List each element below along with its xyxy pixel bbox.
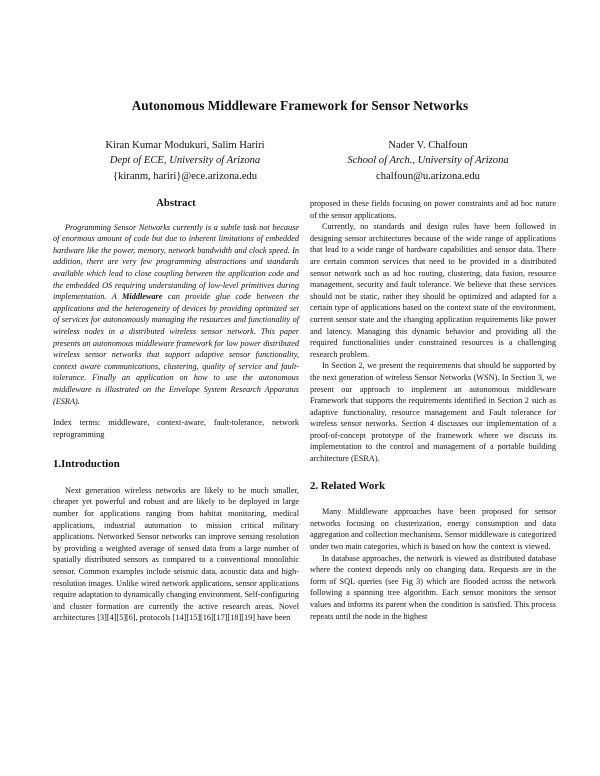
abstract-text-part1: Programming Sensor Networks currently is a subtle task not because of enormous amount of code but due to inherent limitations of embedded hardware like the power, memory, network bandwidth and clock speed. In addition, there are very few programming abstractions and standards available which lead to close coupling between the application code and the embedded OS requiring understanding of low-level primitives during implementation. A <box>53 222 299 302</box>
index-terms: Index terms: middleware, context-aware, fault-tolerance, network reprogramming <box>53 418 299 439</box>
author-email: {kiranm, hariri}@ece.arizona.edu <box>112 170 258 182</box>
section-heading-introduction: 1.Introduction <box>53 458 120 471</box>
abstract-heading: Abstract <box>156 198 196 209</box>
author-block-right <box>298 138 558 184</box>
body-paragraph: In Section 2, we present the requirements that should be supported by the next generation of wireless Sensor Networks (WSN). In Section 3, we present our approach to implement an autonomous middleware Framework that supports the requirements identified in Section 2 such as adaptive functionality, resource management and Fault tolerance for wireless sensor networks. Section 4 discusses our implementation of a proof-of-concept prototype of the framework where we discuss its implementation to the control and management of a portable building architecture (ESRA). <box>310 361 556 464</box>
author-affiliation: School of Arch., University of Arizona <box>347 155 509 167</box>
author-names: Kiran Kumar Modukuri, Salim Hariri <box>105 140 265 151</box>
introduction-paragraph: Next generation wireless networks are likely to be much smaller, cheaper yet powerful and robust and are likely to be deployed in large number for applications ranging from habitat monitoring, medical applications, industrial automation to mission critical military applications. Networked Sensor networks can improve sensing resolution by providing a weighted average of sensed data from a large number of spatially distributed sensors as compared to a conventional monolithic sensor. Common examples include seismic data, acoustic data and high-resolution images. Unlike wired network applications, sensor applications require adaptation to dynamically changing environment. Self-configuring and cluster formation are currently the active research areas. Novel architectures [3][4][5][6], protocols [14][15][16][17][18][19] have been <box>53 485 299 623</box>
author-names: Nader V. Chalfoun <box>388 140 468 151</box>
author-email: chalfoun@u.arizona.edu <box>376 170 480 182</box>
body-paragraph: Currently, no standards and design rules have been followed in designing sensor architectures because of the wide range of applications that lead to a wide range of hardware capabilities and sensor data. There are certain common services that need to be provided in a distributed sensor network such as ad hoc routing, clustering, data fusion, resource management, security and fault tolerance. We believe that these services should not be static, rather they should be optimized and adapted for a certain type of applications based on the context state of the environment, current sensor state and the changing application requirements like power and latency. Managing this dynamic behavior and providing all the required functionalities under constrained resources is a challenging research problem. <box>310 222 556 359</box>
continuation-paragraph: proposed in these fields focusing on power constraints and ad hoc nature of the sensor applications. <box>310 199 556 220</box>
author-block-left <box>55 138 315 184</box>
related-work-paragraph: In database approaches, the network is viewed as distributed database where the context depends only on changing data. Requests are in the form of SQL queries (see Fig 3) which are flooded across the network following a spanning tree algorithm. Each sensor monitors the sensor values and informs its parent when the condition is satisfied. This process repeats until the node in the highest <box>310 553 556 621</box>
abstract-text <box>53 222 299 408</box>
abstract-text-part2: can provide glue code between the applications and the heterogeneity of devices by providing optimized set of services for autonomously managing the resources and functionality of wireless nodes in a distributed wireless sensor network. This paper presents an autonomous middleware framework for low power distributed wireless sensor networks that support adaptive sensor functionality, context aware communications, clustering, quality of service and fault-tolerance. Finally an application on how to use the autonomous middleware is illustrated on the Envelope System Research Apparatus (ESRA). <box>53 292 299 406</box>
paper-title: Autonomous Middleware Framework for Sensor Networks <box>131 98 469 113</box>
section-heading-related-work: 2. Related Work <box>310 479 386 492</box>
related-work-paragraph: Many Middleware approaches have been proposed for sensor networks focusing on clusterization, energy consumption and data aggregation and collection mechanisms. Sensor middleware is categorized under two main categories, which is based on how the context is viewed. <box>310 507 556 552</box>
author-affiliation: Dept of ECE, University of Arizona <box>109 155 261 167</box>
left-column <box>53 198 299 624</box>
abstract-bold-word: Middleware <box>122 292 163 302</box>
right-column <box>310 198 556 622</box>
